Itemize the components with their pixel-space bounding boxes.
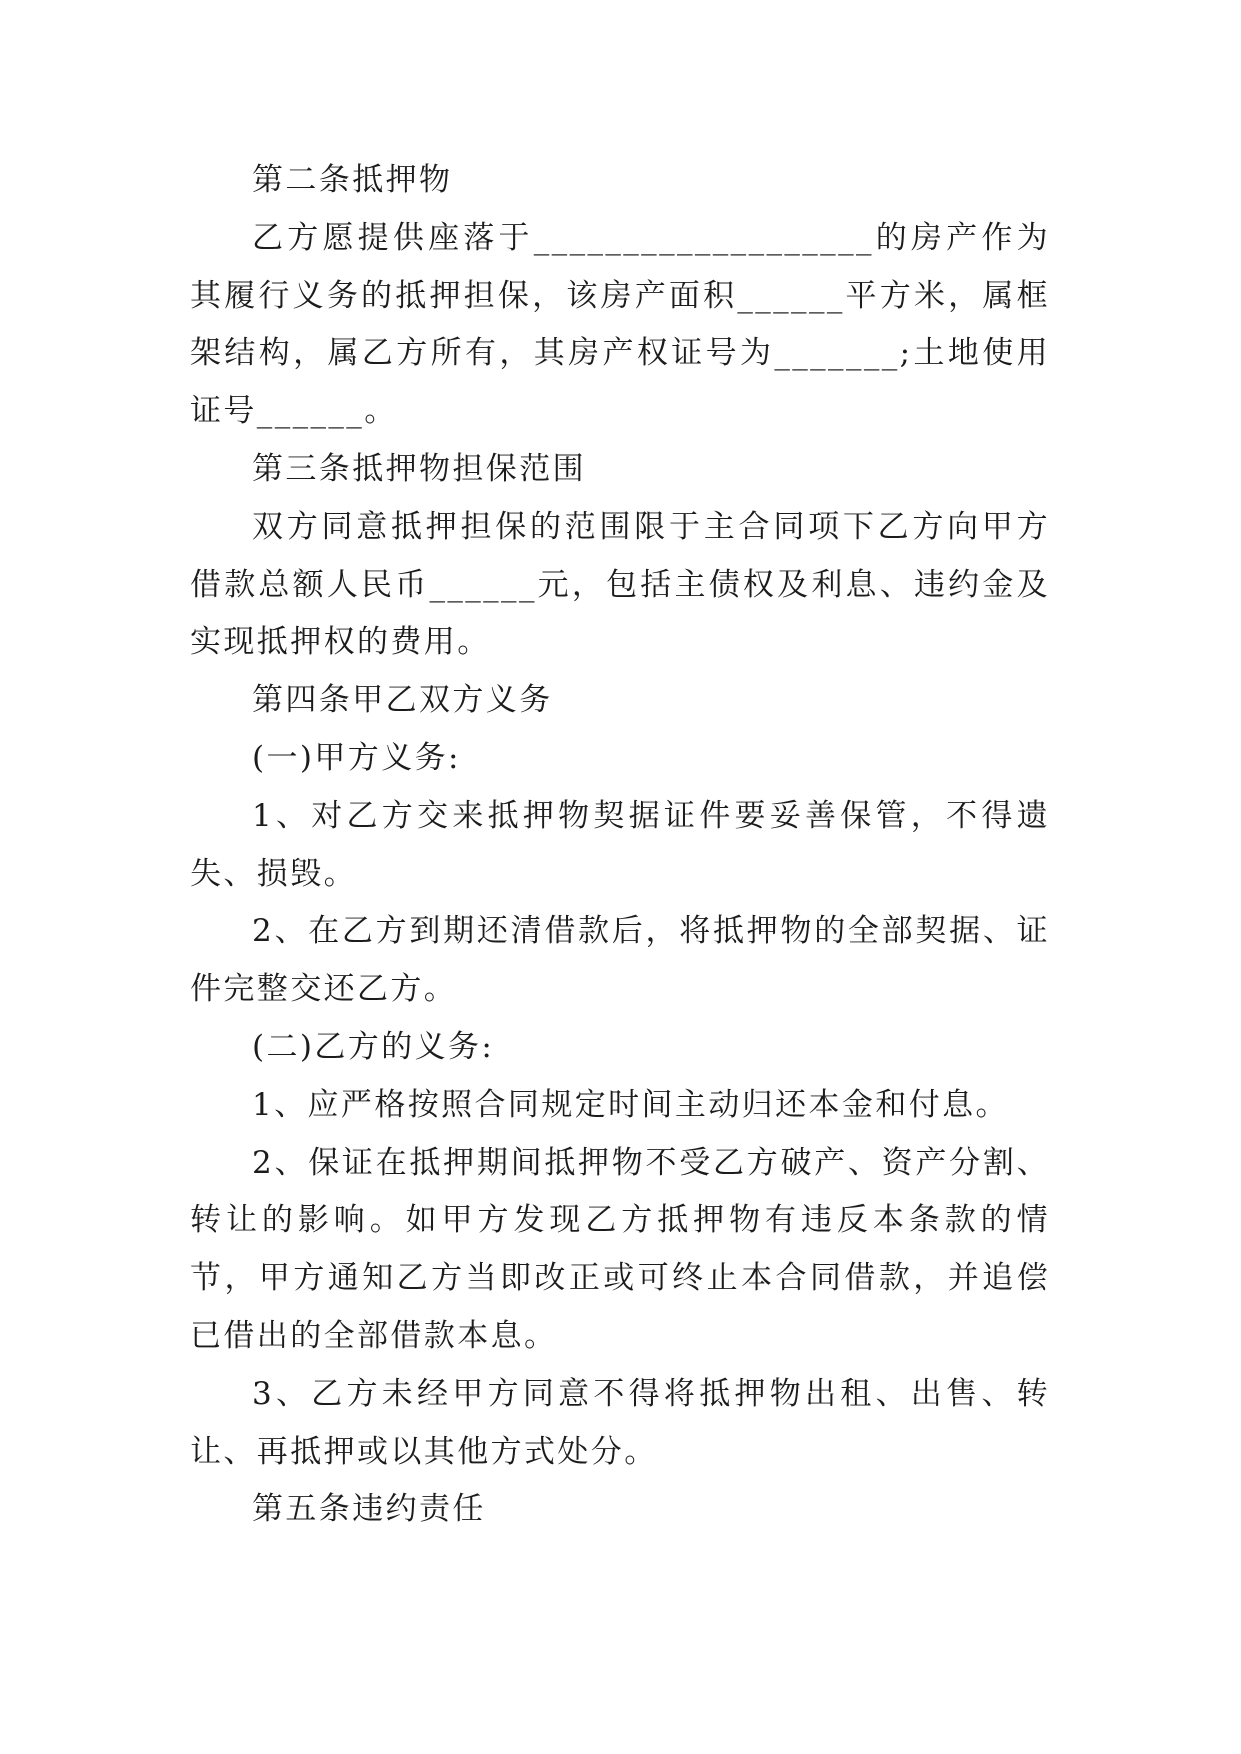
article-2-text: 乙方愿提供座落于___________________的房产作为其履行义务的抵押担保，该房产面积______平方米，属框架结构，属乙方所有，其房产权证号为_______;土地使用证号______。 [190,219,1050,430]
document-body [190,152,1050,1539]
party-b-obligation-1: 1、应严格按照合同规定时间主动归还本金和付息。 [252,1086,1009,1123]
article-3-text: 双方同意抵押担保的范围限于主合同项下乙方向甲方借款总额人民币______元，包括主债权及利息、违约金及实现抵押权的费用。 [190,508,1050,661]
party-b-obligation-2: 2、保证在抵押期间抵押物不受乙方破产、资产分割、转让的影响。如甲方发现乙方抵押物有违反本条款的情节，甲方通知乙方当即改正或可终止本合同借款，并追偿已借出的全部借款本息。 [190,1144,1050,1354]
article-5-heading: 第五条违约责任 [252,1491,486,1528]
article-3-heading: 第三条抵押物担保范围 [252,450,586,487]
article-4-heading: 第四条甲乙双方义务 [252,682,553,719]
party-a-obligation-1: 1、对乙方交来抵押物契据证件要妥善保管，不得遗失、损毁。 [190,797,1050,892]
article-2-heading: 第二条抵押物 [252,162,453,198]
party-b-obligation-3: 3、乙方未经甲方同意不得将抵押物出租、出售、转让、再抵押或以其他方式处分。 [190,1375,1050,1470]
party-b-obligations-heading: (二)乙方的义务: [252,1028,495,1065]
party-a-obligation-2: 2、在乙方到期还清借款后，将抵押物的全部契据、证件完整交还乙方。 [190,913,1050,1008]
party-a-obligations-heading: (一)甲方义务: [252,739,461,776]
